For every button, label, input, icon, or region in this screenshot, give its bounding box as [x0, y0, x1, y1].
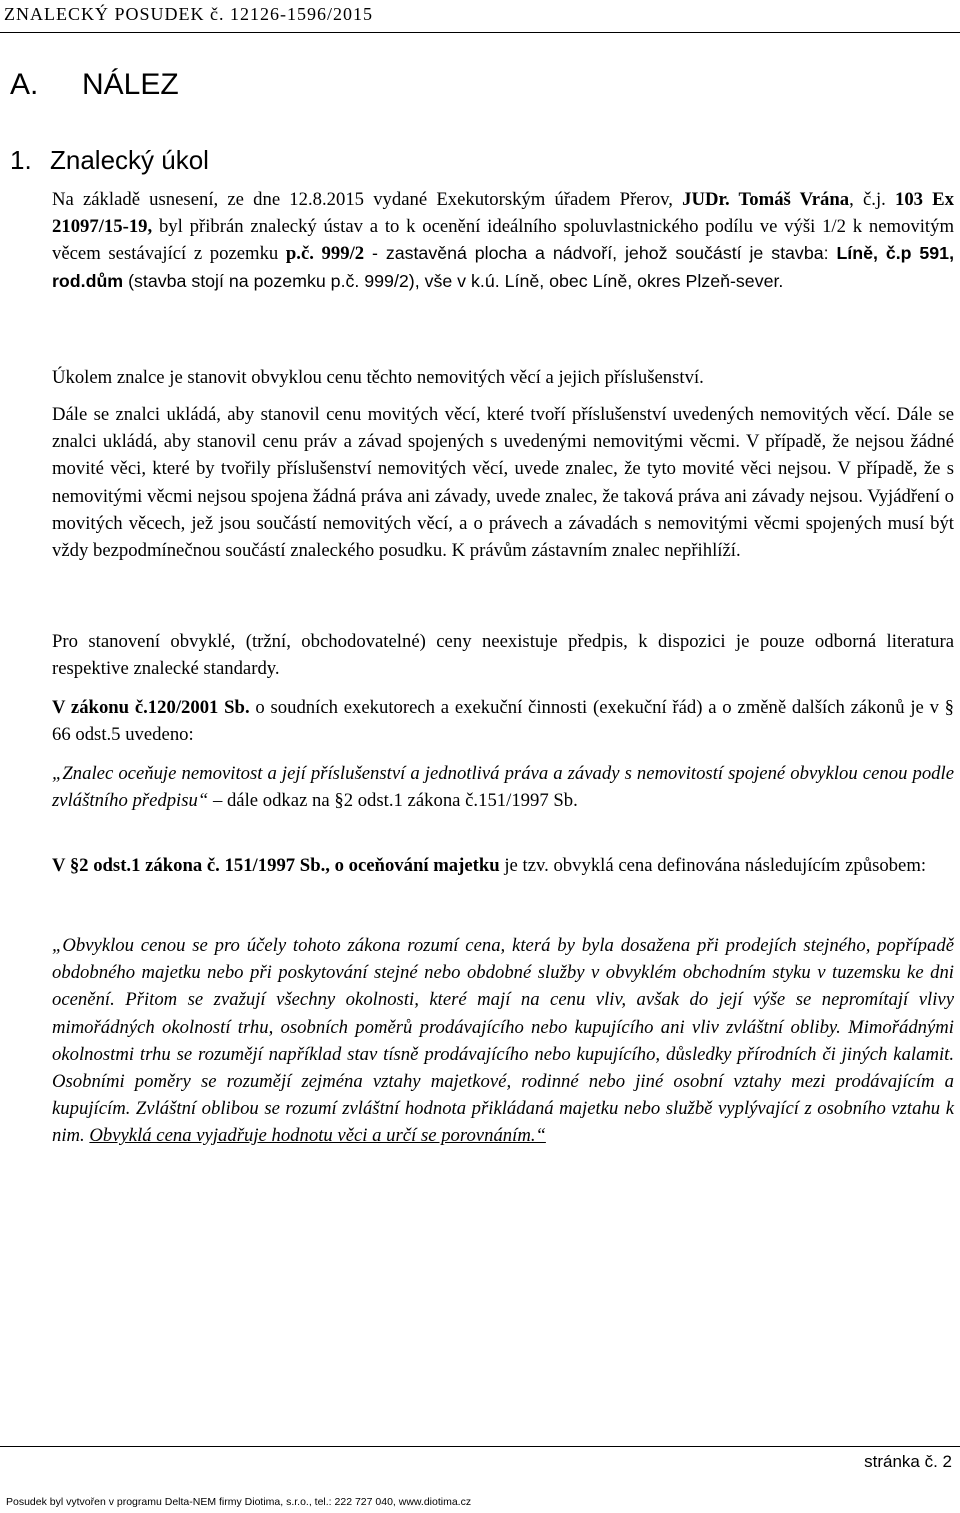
- text-run: (stavba stojí na pozemku p.č. 999/2), vše v k.ú. Líně, obec Líně, okres Plzeň-sever.: [123, 270, 784, 291]
- text-run: - zastavěná plocha a nádvoří, jehož součástí je stavba:: [364, 243, 837, 264]
- bold-run: 103 Ex 21097/15-19,: [52, 189, 954, 238]
- italic-run: „Obvyklou cenou se pro účely tohoto zákona rozumí cena, která by byla dosažena při prodejích stejného, popřípadě obdobného majetku nebo při poskytování stejné nebo obdobné služby v obvyklém obchodním styku v tuzemsku ke dni ocenění. Přitom se zvažují všechny okolnosti, které mají na cenu vliv, avšak do její výše se nepromítají vlivy mimořádných okolností trhu, osobních poměrů prodávajícího nebo kupujícího ani vliv zvláštní obliby. Mimořádnými okolnostmi trhu se rozumějí například stav tísně prodávajícího nebo kupujícího, důsledky přírodních či jiných kalamit. Osobními poměry se rozumějí zejména vztahy majetkové, rodinné nebo jiné osobní vztahy mezi prodávajícím a kupujícím. Zvláštní oblibou se rozumí zvláštní hodnota přikládaná majetku nebo službě vyplývající z osobního vztahu k nim.: [52, 935, 954, 1147]
- text-run: o soudních exekutorech a exekuční činnosti (exekuční řád) a o změně dalších zákonů je v § 66 odst.5 uvedeno:: [52, 697, 955, 746]
- paragraph-definition-quote: [52, 932, 954, 1150]
- header-divider: [0, 32, 960, 33]
- text-run: Na základě usnesení, ze dne 12.8.2015 vydané Exekutorským úřadem Přerov,: [52, 189, 683, 210]
- paragraph-regulation: Pro stanovení obvyklé, (tržní, obchodovatelné) ceny neexistuje předpis, k dispozici je pouze odborná literatura respektive znalecké standardy.: [52, 631, 954, 680]
- page-number: stránka č. 2: [864, 1452, 952, 1471]
- bold-run: Líně, č.p 591, rod.dům: [52, 243, 955, 291]
- subsection-title: Znalecký úkol: [50, 145, 209, 175]
- subsection-heading: [10, 145, 209, 176]
- document-header-title: ZNALECKÝ POSUDEK č. 12126-1596/2015: [4, 4, 373, 24]
- text-run: – dále odkaz na §2 odst.1 zákona č.151/1997 Sb.: [208, 790, 578, 812]
- paragraph-instructions: Dále se znalci ukládá, aby stanovil cenu movitých věcí, které tvoří příslušenství uvedených nemovitých věcí. Dále se znalci ukládá, aby stanovil cenu práv a závad spojených s uvedenými nemovitými věcmi. V případě, že nejsou žádné movité věci, které by tvořily příslušenství nemovitých věcí, uvede znalec, že tyto movité věci nejsou. V případě, že s nemovitými věcmi nejsou spojena žádná práva ani závady, uvede znalec, že taková práva ani závady nejsou. Vyjádření o movitých věcech, jež jsou součástí nemovitých věcí, a o právech a závadách s nemovitými věcmi spojených musí být vždy bezpodmínečnou součástí znaleckého posudku. K právům zástavním znalec nepřihlíží.: [52, 404, 954, 562]
- underlined-italic-run: Obvyklá cena vyjadřuje hodnotu věci a určí se porovnáním.“: [89, 1125, 546, 1147]
- italic-run: „Znalec oceňuje nemovitost a její příslušenství a jednotlivá práva a závady s nemovitostí spojené obvyklou cenou podle zvláštního předpisu“: [52, 763, 954, 812]
- bold-run: V zákonu č.120/2001 Sb.: [52, 697, 250, 718]
- paragraph-task: Úkolem znalce je stanovit obvyklou cenu těchto nemovitých věcí a jejich příslušenství.: [52, 367, 704, 388]
- text-run: , č.j.: [849, 189, 895, 210]
- subsection-number: 1.: [10, 145, 32, 175]
- text-run: byl přibrán znalecký ústav a to k ocenění ideálního spoluvlastnického podílu ve výši 1/2 k nemovitým věcem sestávající z pozemku: [52, 216, 954, 265]
- paragraph-law-reference: [52, 694, 954, 748]
- paragraph-definition-intro: [52, 852, 954, 879]
- section-heading: [10, 68, 179, 102]
- bold-run: p.č. 999/2: [285, 243, 365, 265]
- footer-credit: Posudek byl vytvořen v programu Delta-NEM firmy Diotima, s.r.o., tel.: 222 727 040, www.diotima.cz: [6, 1496, 472, 1508]
- text-run: je tzv. obvyklá cena definována následujícím způsobem:: [499, 855, 927, 876]
- bold-run: JUDr. Tomáš Vrána: [682, 189, 850, 210]
- footer-divider: [0, 1446, 960, 1447]
- bold-run: V §2 odst.1 zákona č. 151/1997 Sb., o oceňování majetku: [52, 855, 500, 876]
- paragraph-law-quote: [52, 760, 954, 814]
- paragraph-assignment: [52, 186, 954, 295]
- section-title: NÁLEZ: [82, 68, 179, 101]
- section-number: A.: [10, 68, 39, 101]
